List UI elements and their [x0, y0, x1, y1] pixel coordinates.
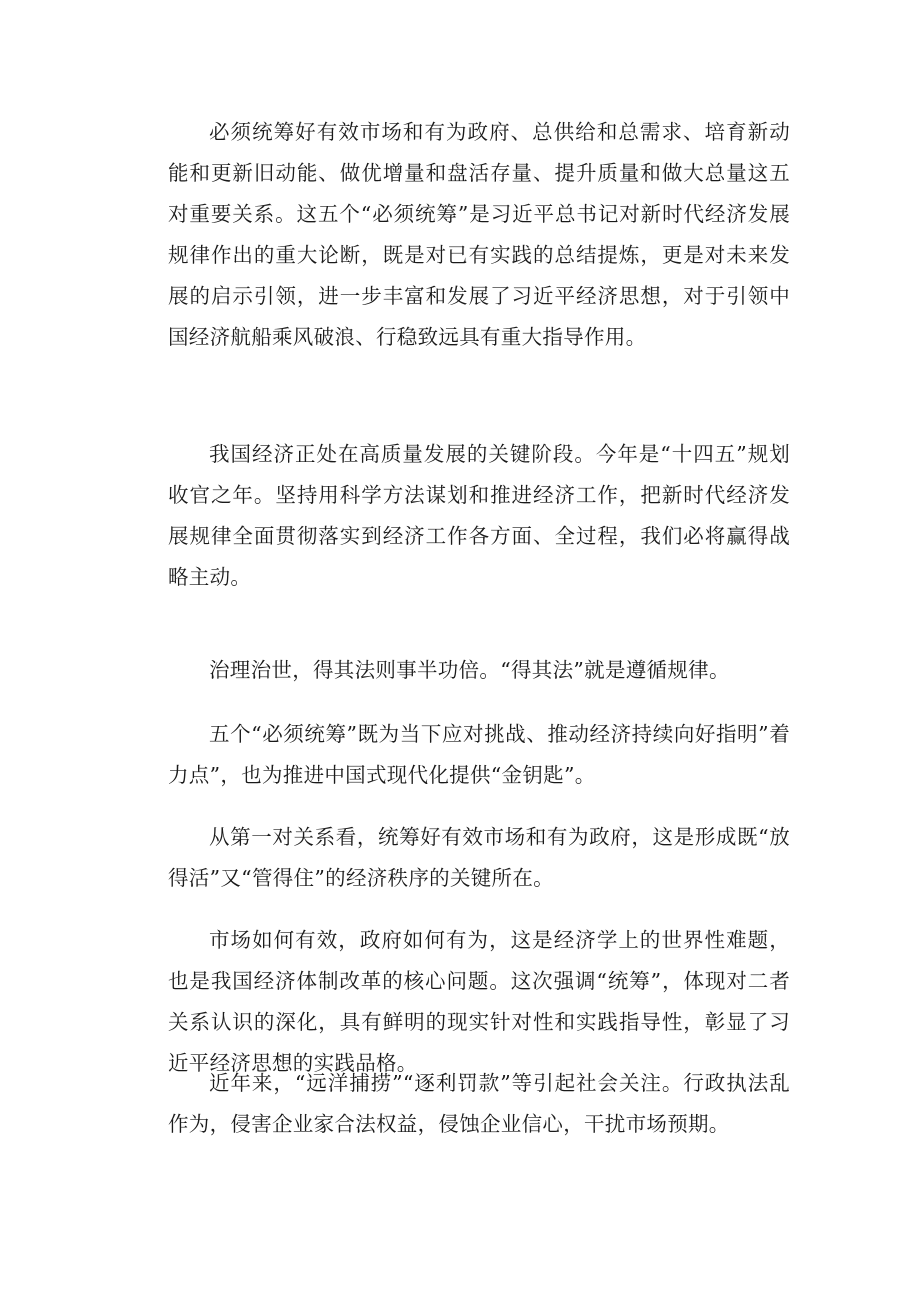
paragraph-4: 五个“必须统筹”既为当下应对挑战、推动经济持续向好指明”着力点”，也为推进中国式现代化提供“金钥匙”。 — [168, 722, 790, 787]
paragraph-6: 市场如何有效，政府如何有为，这是经济学上的世界性难题，也是我国经济体制改革的核心问题。这次强调“统筹”，体现对二者关系认识的深化，具有鲜明的现实针对性和实践指导性，彰显了习近平经济思想的实践品格。 — [168, 928, 790, 1075]
paragraph-7: 近年来，“远洋捕捞”“逐利罚款”等引起社会关注。行政执法乱作为，侵害企业家合法权益，侵蚀企业信心，干扰市场预期。 — [168, 1071, 790, 1136]
paragraph-2: 我国经济正处在高质量发展的关键阶段。今年是“十四五”规划收官之年。坚持用科学方法谋划和推进经济工作，把新时代经济发展规律全面贯彻落实到经济工作各方面、全过程，我们必将赢得战略主动。 — [168, 442, 790, 589]
paragraph-3: 治理治世，得其法则事半功倍。“得其法”就是遵循规律。 — [209, 658, 730, 682]
paragraph-1: 必须统筹好有效市场和有为政府、总供给和总需求、培育新动能和更新旧动能、做优增量和盘活存量、提升质量和做大总量这五对重要关系。这五个“必须统筹”是习近平总书记对新时代经济发展规律作出的重大论断，既是对已有实践的总结提炼，更是对未来发展的启示引领，进一步丰富和发展了习近平经济思想，对于引领中国经济航船乘风破浪、行稳致远具有重大指导作用。 — [168, 120, 790, 349]
paragraph-5: 从第一对关系看，统筹好有效市场和有为政府，这是形成既“放得活”又“管得住”的经济秩序的关键所在。 — [168, 825, 790, 890]
